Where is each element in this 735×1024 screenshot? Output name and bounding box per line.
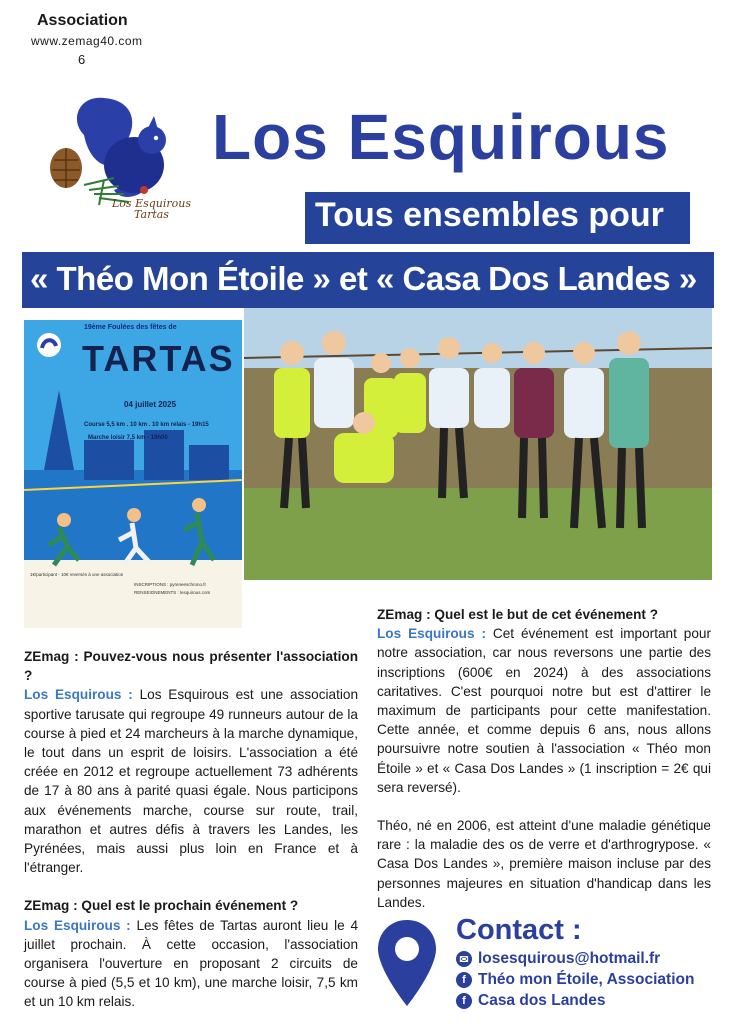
question-3: ZEmag : Quel est le but de cet événement ? bbox=[377, 607, 659, 622]
interview-column-2 bbox=[377, 605, 711, 912]
poster-renseignements: RENSEIGNEMENTS : lesquirous.com bbox=[134, 590, 211, 595]
poster-banner: 19ème Foulées des fêtes de bbox=[84, 324, 177, 331]
contact-email[interactable]: ✉ losesquirous@hotmail.fr bbox=[456, 950, 660, 968]
logo bbox=[44, 90, 194, 225]
question-2: ZEmag : Quel est le prochain événement ? bbox=[24, 898, 299, 914]
map-pin-icon bbox=[376, 918, 438, 1013]
page-number: 6 bbox=[78, 52, 86, 67]
poster-date: 04 juillet 2025 bbox=[124, 400, 177, 409]
logo-caption: Los Esquirous Tartas bbox=[112, 197, 191, 221]
contact-title: Contact : bbox=[456, 914, 582, 946]
group-photo bbox=[244, 308, 712, 580]
answer-1: Los Esquirous : Los Esquirous est une association sportive tarusate qui regroupe 49 runneurs autour de la course à pied et 24 marcheurs à la marche dynamique, le tout dans un esprit de loisirs. L'association a été créée en 2012 et regroupe actuellement 73 adhérents de 17 à 80 ans à parité quasi égale. Nous participons aux événements marche, course sur route, trail, marathon et autres défis à travers les Landes, les Pyrénées, mais aussi plus loin en France et à l'étranger. bbox=[24, 687, 358, 876]
subtitle-band-1: Tous ensembles pour bbox=[305, 192, 690, 244]
paragraph-theo: Théo, né en 2006, est atteint d'une maladie génétique rare : la maladie des os de verre et d'arthrogrypose. « Casa Dos Landes », première maison incluse par des personnes majeures en situation d'handicap dans les Landes. bbox=[377, 818, 711, 910]
poster-city: TARTAS bbox=[82, 338, 235, 379]
poster-marche: Marche loisir 7,5 km - 19h00 bbox=[88, 435, 168, 441]
page-title: Los Esquirous bbox=[212, 101, 670, 173]
runners-photo bbox=[244, 308, 712, 580]
speaker-label: Los Esquirous : bbox=[24, 687, 133, 703]
facebook-icon: f bbox=[456, 972, 472, 988]
poster-reversed: 1€/participant - 10€ reversés à une association bbox=[30, 572, 124, 577]
event-poster bbox=[24, 320, 242, 628]
speaker-label: Los Esquirous : bbox=[377, 626, 486, 642]
facebook-icon: f bbox=[456, 993, 472, 1009]
answer-2: Los Esquirous : Les fêtes de Tartas auront lieu le 4 juillet prochain. À cette occasion, l'association organisera l'ouverture en proposant 2 circuits de course à pied (5,5 et 10 km), une marche loisir, 7,5 km et un 10 km relais. bbox=[24, 917, 359, 1010]
question-1: ZEmag : Pouvez-vous nous présenter l'association ? bbox=[24, 649, 358, 684]
site-url[interactable]: www.zemag40.com bbox=[31, 34, 143, 48]
subtitle-band-2: « Théo Mon Étoile » et « Casa Dos Landes » bbox=[22, 252, 714, 308]
poster-inscriptions: INSCRIPTIONS : pyreneeschrono.fr bbox=[134, 582, 207, 587]
section-label: Association bbox=[37, 12, 128, 29]
speaker-label: Los Esquirous : bbox=[24, 917, 131, 933]
answer-3: Los Esquirous : Cet événement est important pour notre association, car nous reversons une partie des inscriptions (600€ en 2024) à des associations caritatives. C'est pourquoi notre but est d'attirer le maximum de participants pour cette manifestation. Cette année, et comme depuis 6 ans, nous allons poursuivre notre soutien à l'association « Théo mon Étoile » et « Casa Dos Landes » (1 inscription = 2€ qui sera reversé). bbox=[377, 626, 711, 795]
poster-course: Course 5,5 km . 10 km . 10 km relais - 19h15 bbox=[84, 422, 209, 428]
interview-column-1 bbox=[24, 647, 358, 1012]
email-icon: ✉ bbox=[456, 951, 472, 967]
contact-facebook-casa[interactable]: f Casa dos Landes bbox=[456, 992, 606, 1010]
contact-facebook-theo[interactable]: f Théo mon Étoile, Association bbox=[456, 971, 694, 989]
